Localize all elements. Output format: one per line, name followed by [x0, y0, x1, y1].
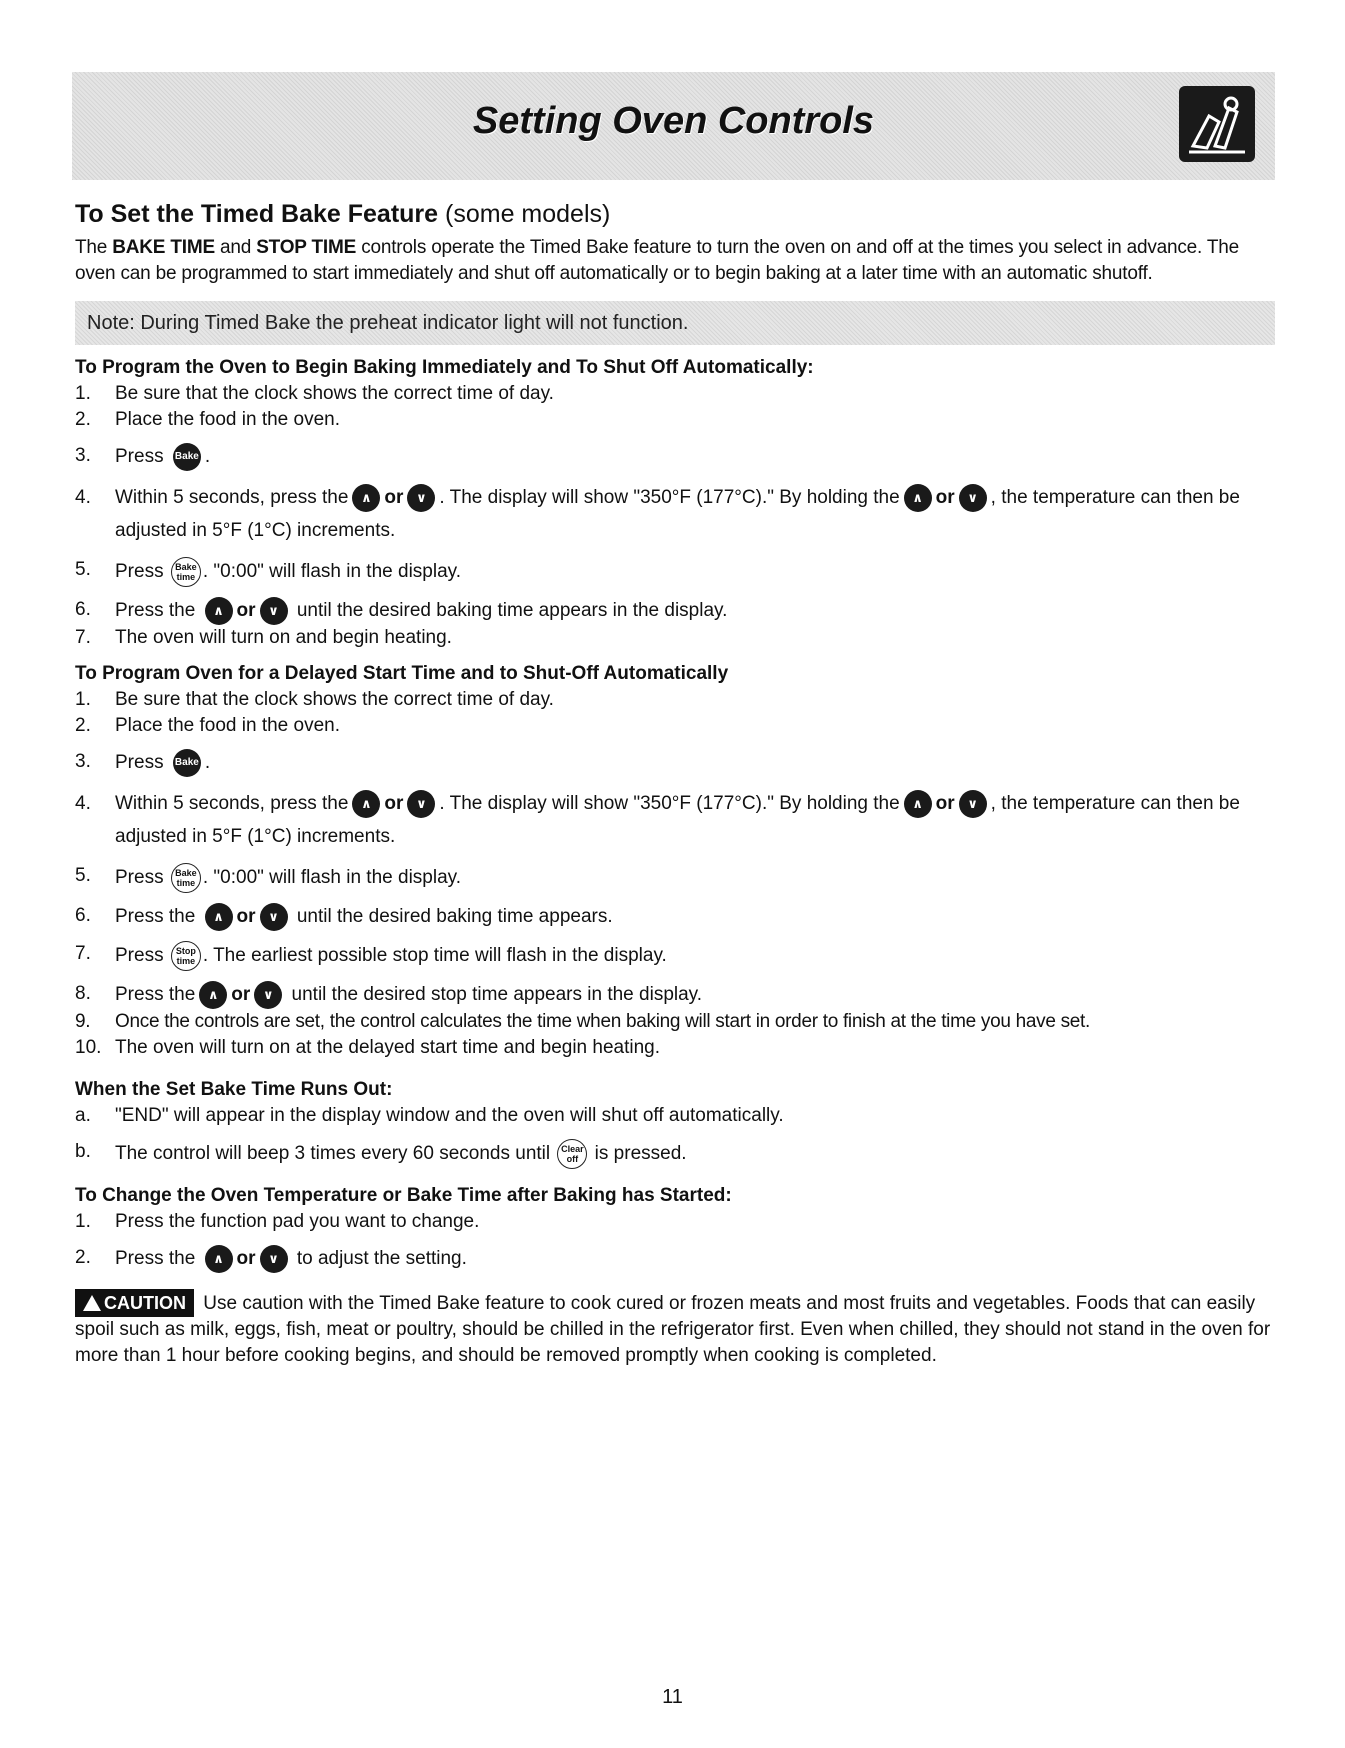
list-item: 3. Press Bake . — [75, 749, 1275, 777]
section-heading: To Set the Timed Bake Feature (some models) — [75, 200, 611, 228]
note-box: Note: During Timed Bake the preheat indicator light will not function. — [75, 301, 1275, 345]
list-item: 6. Press the ∧ or ∨ until the desired baking time appears in the display. — [75, 597, 1275, 625]
list-item: 10. The oven will turn on at the delayed start time and begin heating. — [75, 1037, 661, 1058]
list-item: 1. Press the function pad you want to change. — [75, 1211, 480, 1232]
list-item: 9. Once the controls are set, the control calculates the time when baking will start in order to finish at the time you have set. — [75, 1011, 1090, 1032]
up-arrow-button-icon: ∧ — [352, 790, 380, 818]
list-item: 7. Press Stop time . The earliest possible stop time will flash in the display. — [75, 941, 1275, 971]
cook-hands-icon — [1179, 86, 1255, 162]
section-title-delayed: To Program Oven for a Delayed Start Time and to Shut-Off Automatically — [75, 663, 729, 684]
page-banner — [72, 72, 1275, 180]
list-item: 1. Be sure that the clock shows the correct time of day. — [75, 383, 554, 404]
list-item: 6. Press the ∧ or ∨ until the desired baking time appears. — [75, 903, 1275, 931]
caution-badge: CAUTION — [75, 1289, 194, 1317]
bake-button-icon: Bake — [173, 749, 201, 777]
list-item: 2. Place the food in the oven. — [75, 409, 340, 430]
section-title-change: To Change the Oven Temperature or Bake Time after Baking has Started: — [75, 1185, 732, 1206]
list-item: 4. Within 5 seconds, press the ∧ or ∨ . The display will show "350°F (177°C)." By holding the ∧ or ∨ , the temperature can then be adjusted in 5°F (1°C) increments. — [75, 787, 1275, 853]
up-arrow-button-icon: ∧ — [199, 981, 227, 1009]
down-arrow-button-icon: ∨ — [260, 903, 288, 931]
page-number: 11 — [662, 1686, 683, 1708]
list-item: 8. Press the ∧ or ∨ until the desired stop time appears in the display. — [75, 981, 1275, 1009]
down-arrow-button-icon: ∨ — [407, 790, 435, 818]
down-arrow-button-icon: ∨ — [959, 790, 987, 818]
warning-triangle-icon — [83, 1295, 101, 1311]
steps-immediate — [75, 381, 1275, 651]
steps-runs-out — [75, 1103, 1275, 1169]
up-arrow-button-icon: ∧ — [205, 1245, 233, 1273]
up-arrow-button-icon: ∧ — [352, 484, 380, 512]
clear-off-pad-icon: Clear off — [557, 1139, 587, 1169]
down-arrow-button-icon: ∨ — [254, 981, 282, 1009]
up-arrow-button-icon: ∧ — [205, 597, 233, 625]
page-content — [75, 200, 1275, 1369]
down-arrow-button-icon: ∨ — [260, 1245, 288, 1273]
steps-delayed — [75, 687, 1275, 1061]
section-title-immediate: To Program the Oven to Begin Baking Immediately and To Shut Off Automatically: — [75, 357, 814, 378]
list-item: 5. Press Bake time . "0:00" will flash in the display. — [75, 557, 1275, 587]
list-item: 4. Within 5 seconds, press the ∧ or ∨ . The display will show "350°F (177°C)." By holding the ∧ or ∨ , the temperature can then be adjusted in 5°F (1°C) increments. — [75, 481, 1275, 547]
stop-time-pad-icon: Stop time — [171, 941, 201, 971]
list-item: 7. The oven will turn on and begin heating. — [75, 627, 452, 648]
page-title: Setting Oven Controls — [472, 100, 875, 142]
list-item: 5. Press Bake time . "0:00" will flash in the display. — [75, 863, 1275, 893]
list-item: 3. Press Bake . — [75, 443, 1275, 471]
down-arrow-button-icon: ∨ — [959, 484, 987, 512]
caution-paragraph: CAUTION Use caution with the Timed Bake feature to cook cured or frozen meats and most fruits and vegetables. Foods that can easily spoil such as milk, eggs, fish, meat or poultry, should be chilled in the refrigerator first. Even when chilled, they should not stand in the oven for more than 1 hour before cooking begins, and should be removed promptly when cooking is completed. — [75, 1289, 1275, 1369]
list-item: 2. Press the ∧ or ∨ to adjust the setting. — [75, 1245, 1275, 1273]
intro-paragraph: The BAKE TIME and STOP TIME controls operate the Timed Bake feature to turn the oven on and off at the times you select in advance. The oven can be programmed to start immediately and shut off automatically or to begin baking at a later time with an automatic shutoff. — [75, 237, 1239, 284]
up-arrow-button-icon: ∧ — [904, 484, 932, 512]
down-arrow-button-icon: ∨ — [260, 597, 288, 625]
list-item: a. "END" will appear in the display window and the oven will shut off automatically. — [75, 1105, 784, 1126]
up-arrow-button-icon: ∧ — [205, 903, 233, 931]
up-arrow-button-icon: ∧ — [904, 790, 932, 818]
list-item: b. The control will beep 3 times every 60 seconds until Clear off is pressed. — [75, 1139, 1275, 1169]
steps-change — [75, 1209, 1275, 1273]
down-arrow-button-icon: ∨ — [407, 484, 435, 512]
bake-time-pad-icon: Bake time — [171, 863, 201, 893]
bake-time-pad-icon: Bake time — [171, 557, 201, 587]
list-item: 1. Be sure that the clock shows the correct time of day. — [75, 689, 554, 710]
bake-button-icon: Bake — [173, 443, 201, 471]
list-item: 2. Place the food in the oven. — [75, 715, 340, 736]
section-title-runs-out: When the Set Bake Time Runs Out: — [75, 1079, 393, 1100]
